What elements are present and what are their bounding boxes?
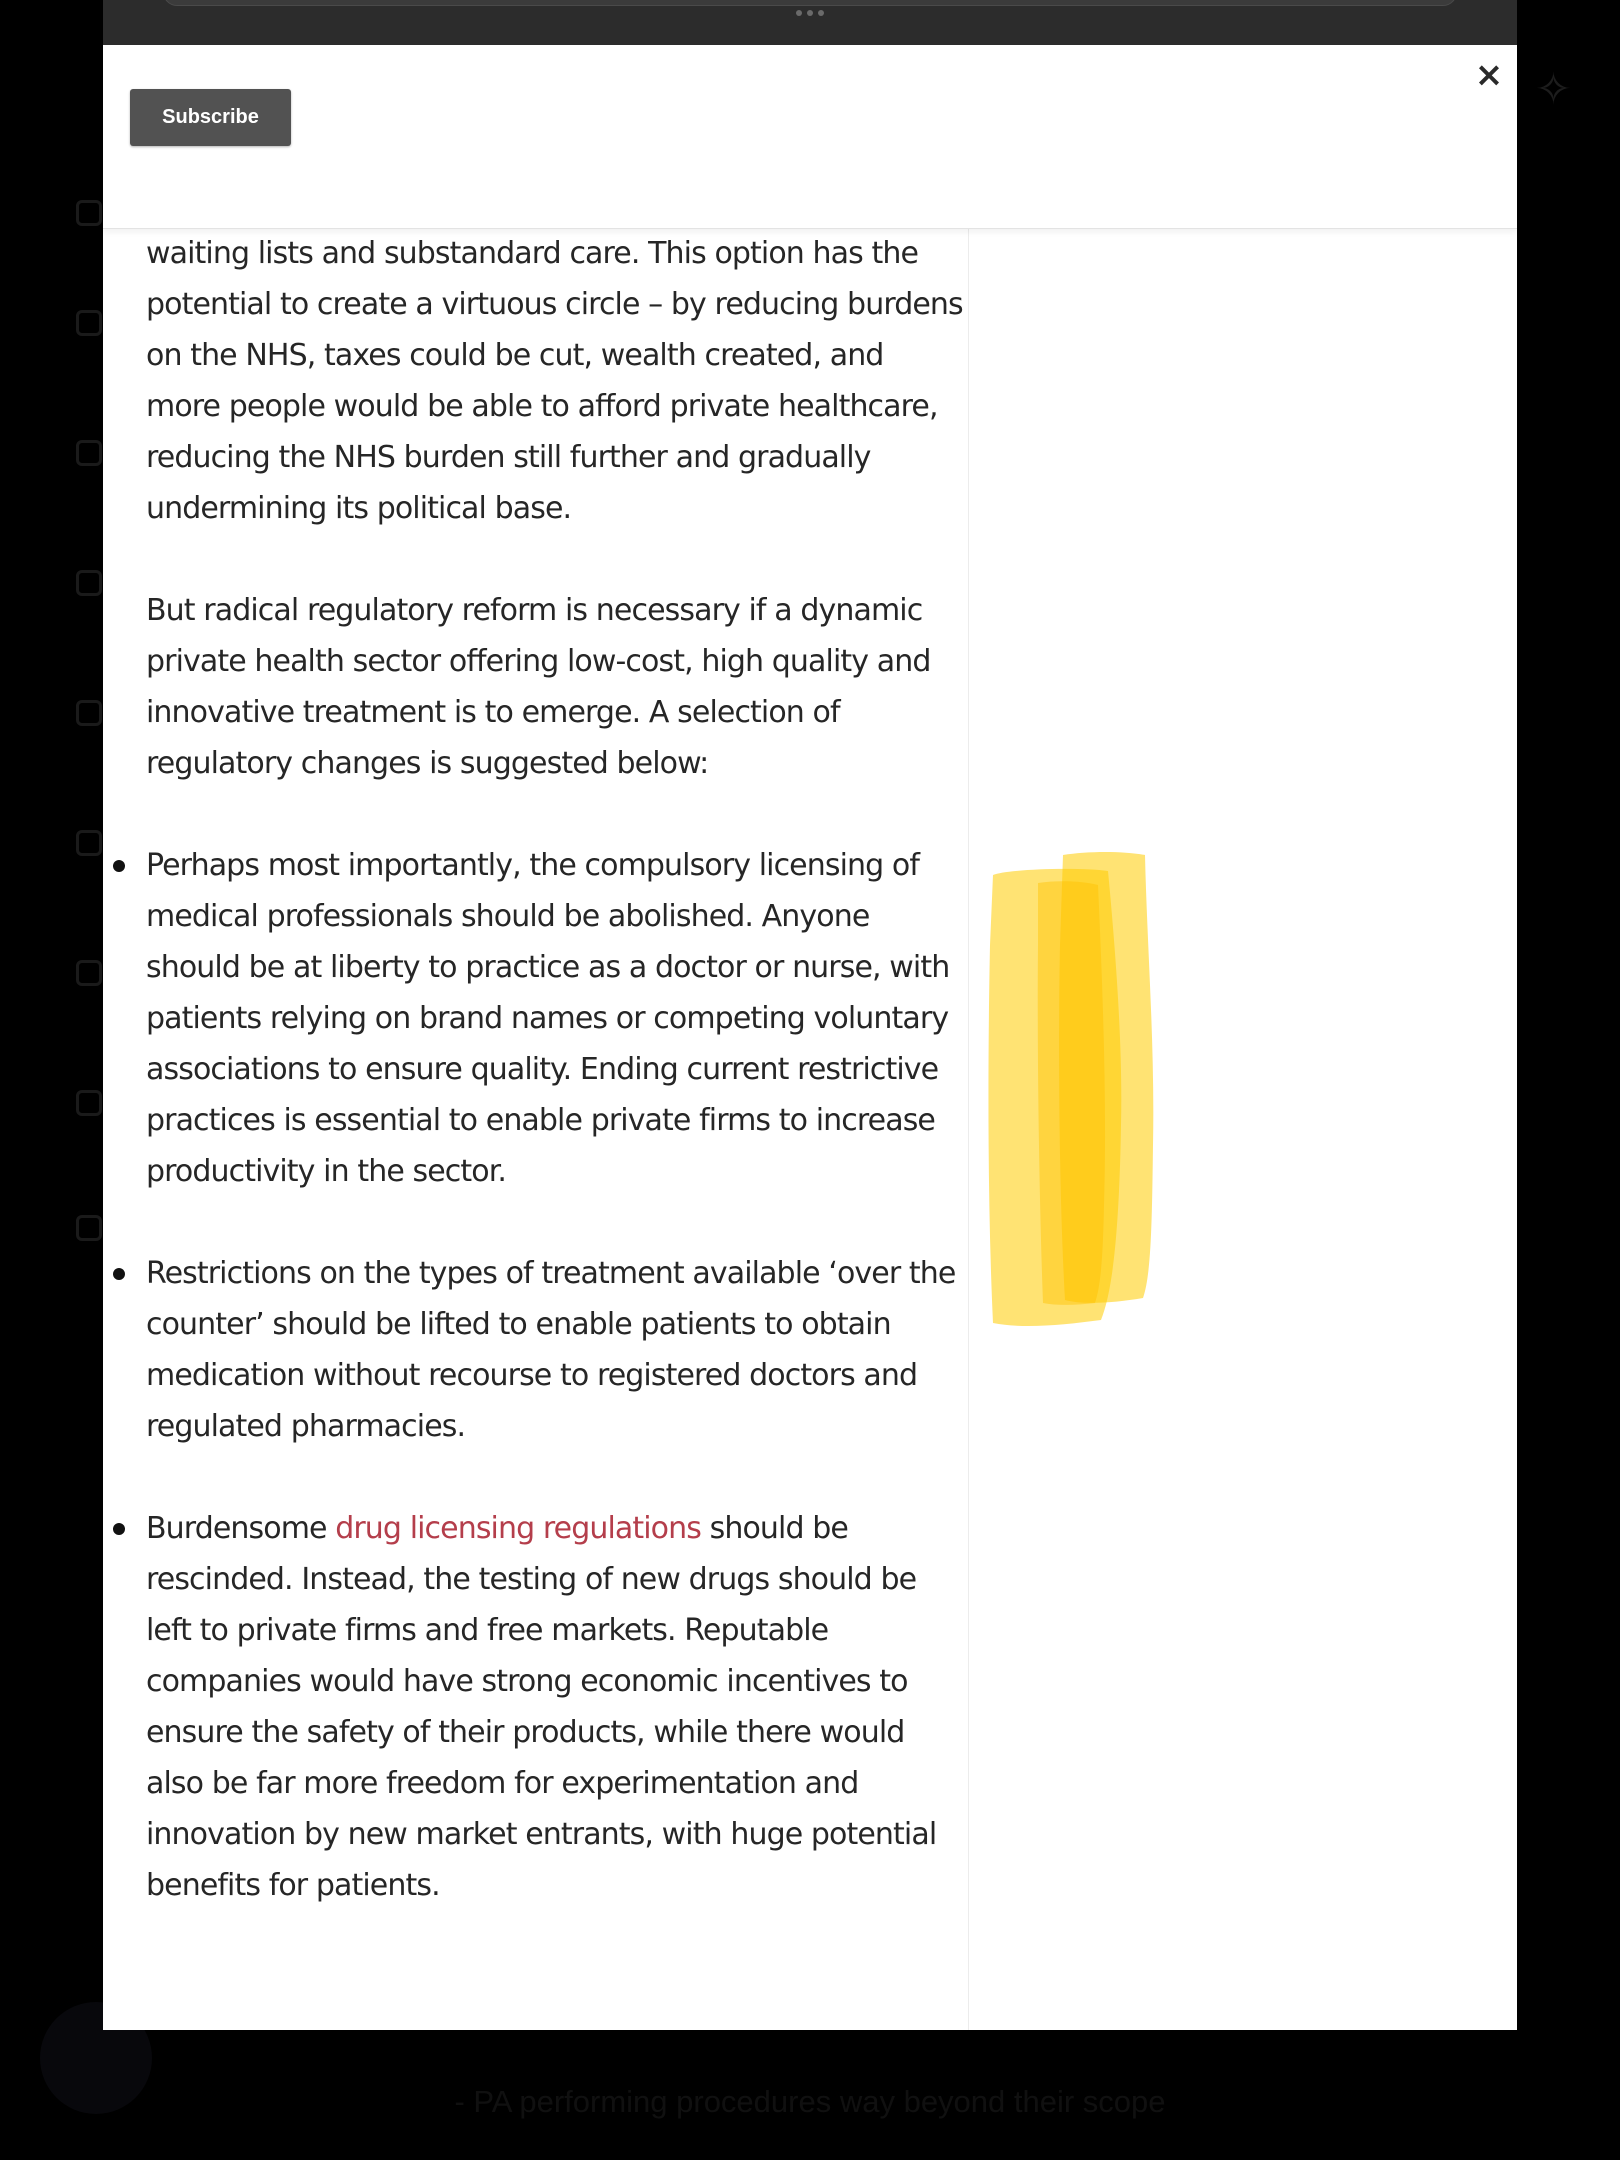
close-icon[interactable]: × [1474,55,1504,95]
background-app-icon [76,200,102,226]
background-app-icon [76,1090,102,1116]
article-body [146,228,966,1911]
address-bar[interactable] [163,0,1457,6]
background-caption: - PA performing procedures way beyond their scope [454,2084,1166,2119]
article-page [103,45,1517,2030]
background-app-icon [76,960,102,986]
list-item: Perhaps most importantly, the compulsory licensing of medical professionals should be abolished. Anyone should be at liberty to practice as a doctor or nurse, with patients relying on brand names or competing voluntary associations to ensure quality. Ending current restrictive practices is essential to enable private firms to increase productivity in the sector. [146,840,966,1197]
background-app-icon [76,700,102,726]
list-item: Burdensome drug licensing regulations should be rescinded. Instead, the testing of new drugs should be left to private firms and free markets. Reputable companies would have strong economic incentives to ensure the safety of their products, while there would also be far more freedom for experimentation and innovation by new market entrants, with huge potential benefits for patients. [146,1503,966,1911]
background-app-icon [76,1215,102,1241]
drug-licensing-link[interactable]: drug licensing regulations [335,1511,701,1546]
paragraph: But radical regulatory reform is necessary if a dynamic private health sector offering low-cost, high quality and innovative treatment is to emerge. A selection of regulatory changes is suggested below: [146,593,931,781]
subscribe-button[interactable]: Subscribe [130,89,291,146]
list-item: Restrictions on the types of treatment available ‘over the counter’ should be lifted to enable patients to obtain medication without recourse to registered doctors and regulated pharmacies. [146,1248,966,1452]
bullet-list [146,840,966,1911]
modal-header [103,45,1517,229]
column-divider [968,228,969,2030]
paragraph: waiting lists and substandard care. This option has the potential to create a virtuous circle – by reducing burdens on the NHS, taxes could be cut, wealth created, and more people would be able to afford private healthcare, reducing the NHS burden still further and gradually undermining its political base. [146,236,963,526]
background-app-icon [76,310,102,336]
background-app-icon [76,830,102,856]
top-bar [103,0,1517,45]
background-app-icon [76,570,102,596]
more-dots-icon[interactable] [796,10,824,16]
sparkle-icon[interactable]: ✧ [1535,64,1572,115]
background-app-icon [76,440,102,466]
